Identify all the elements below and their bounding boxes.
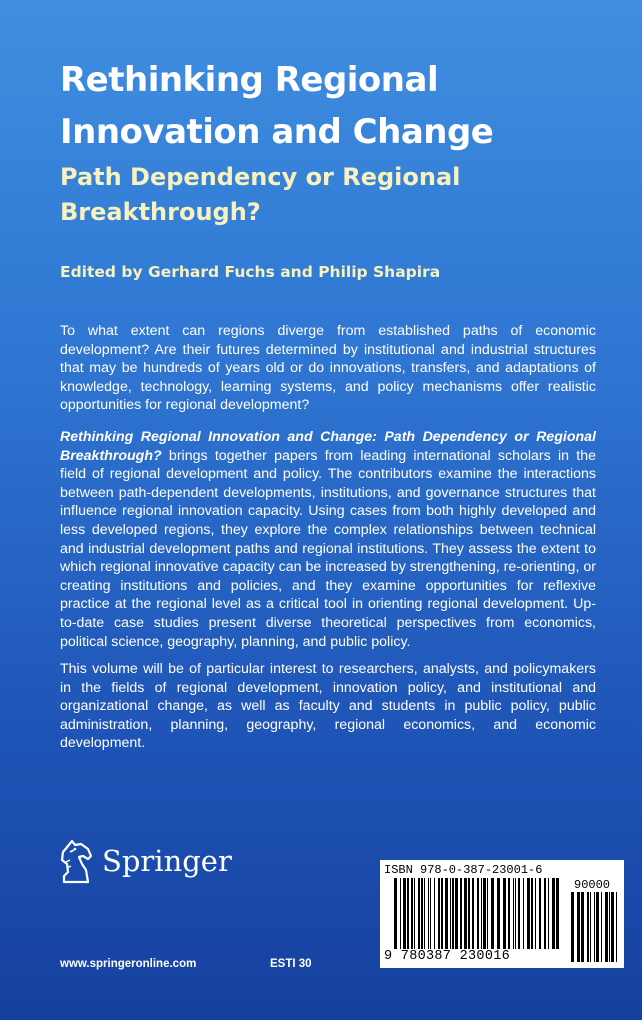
- blurb-paragraph-2: [60, 428, 596, 651]
- blurb-paragraph-2-text: brings together papers from leading international scholars in the field of regional development and policy. The contributors examine the interactions between path-dependent developments, institutions, and governance structures that influence regional innovation capacity. Using cases from both highly developed and less developed regions, they explore the complex relationships between technical and industrial development paths and regional institutions. They assess the extent to which regional innovative capacity can be increased by strengthening, re-orienting, or creating institutions and policies, and they examine opportunities for reflexive practice at the regional level as a critical tool in orienting regional development. Up-to-date case studies present diverse theoretical perspectives from economics, political science, geography, planning, and public policy.: [60, 447, 596, 650]
- book-subtitle: Path Dependency or Regional Breakthrough?: [60, 163, 461, 226]
- isbn-text: ISBN 978-0-387-23001-6: [384, 863, 543, 877]
- book-title: Rethinking Regional Innovation and Change: [60, 60, 494, 152]
- isbn-barcode: [380, 860, 624, 968]
- publisher-website: www.springeronline.com: [60, 958, 197, 970]
- springer-logo: [58, 838, 232, 884]
- blurb-title-reference: Rethinking Regional Innovation and Change: Path Dependency or Regional Breakthrough?: [60, 429, 596, 464]
- springer-knight-icon: [58, 838, 94, 884]
- price-addon-text: 90000: [574, 878, 611, 892]
- esti-code: ESTI 30: [270, 958, 312, 970]
- price-addon-bars: [571, 892, 621, 962]
- blurb-paragraph-1: To what extent can regions diverge from established paths of economic development? Are their futures determined by institutional and industrial structures that may be hundreds of years old or do innovations, transfers, and adaptations of knowledge, technology, learning systems, and policy mechanisms offer realistic opportunities for regional development?: [60, 323, 596, 414]
- blurb-paragraph-3: This volume will be of particular interest to researchers, analysts, and policymakers in the fields of regional development, innovation policy, and institutional and organizational change, as well as faculty and students in public policy, public administration, planning, geography, regional economics, and economic development.: [60, 661, 596, 752]
- springer-wordmark: Springer: [102, 844, 232, 878]
- editors-line: Edited by Gerhard Fuchs and Philip Shapira: [60, 263, 441, 281]
- ean-number: 9 780387 230016: [384, 949, 559, 964]
